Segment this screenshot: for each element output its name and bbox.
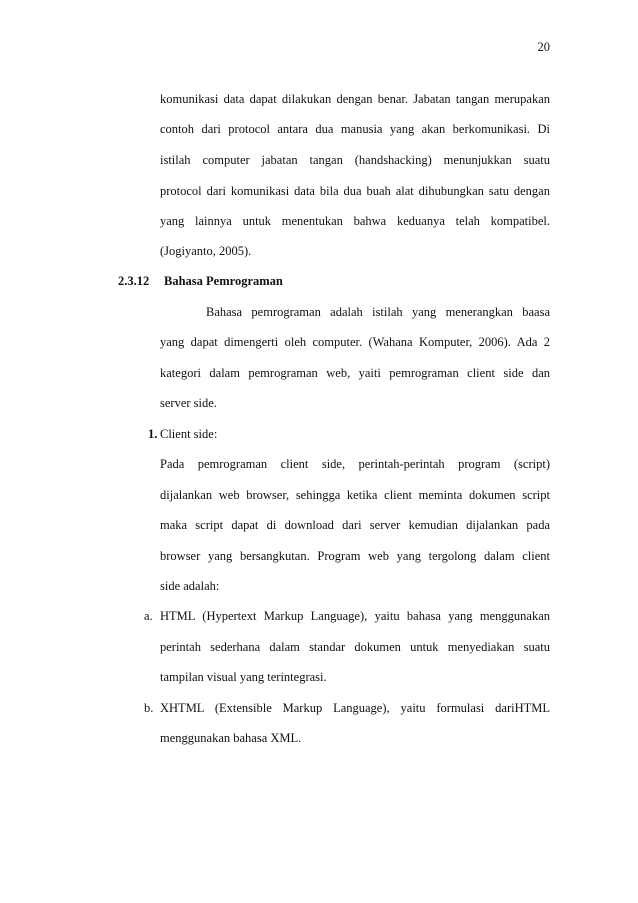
- paragraph-line: maka script dapat di download dari server kemudian dijalankan pada: [160, 518, 550, 532]
- paragraph-line: browser yang bersangkutan. Program web yang tergolong dalam client: [160, 549, 550, 563]
- section-number: 2.3.12: [118, 274, 150, 288]
- paragraph-line: Pada pemrograman client side, perintah-perintah program (script): [160, 457, 550, 471]
- page-number: 20: [537, 40, 550, 54]
- paragraph-line: komunikasi data dapat dilakukan dengan benar. Jabatan tangan merupakan: [160, 92, 550, 106]
- list-marker: a.: [144, 609, 153, 623]
- list-item-line: HTML (Hypertext Markup Language), yaitu bahasa yang menggunakan: [160, 609, 550, 623]
- paragraph-line: server side.: [160, 396, 217, 410]
- list-item-line: menggunakan bahasa XML.: [160, 731, 302, 745]
- paragraph-line: protocol dari komunikasi data bila dua buah alat dihubungkan satu dengan: [160, 184, 550, 198]
- client-side-heading: Client side:: [160, 427, 218, 441]
- list-item-line: XHTML (Extensible Markup Language), yaitu formulasi dariHTML: [160, 701, 550, 715]
- paragraph-line: istilah computer jabatan tangan (handshacking) menunjukkan suatu: [160, 153, 550, 167]
- paragraph-line: dijalankan web browser, sehingga ketika client meminta dokumen script: [160, 488, 550, 502]
- list-marker: 1.: [148, 427, 158, 441]
- paragraph-line: (Jogiyanto, 2005).: [160, 244, 252, 258]
- paragraph-line: contoh dari protocol antara dua manusia yang akan berkomunikasi. Di: [160, 122, 550, 136]
- list-item-line: tampilan visual yang terintegrasi.: [160, 670, 327, 684]
- paragraph-line: yang lainnya untuk menentukan bahwa keduanya telah kompatibel.: [160, 214, 550, 228]
- section-title: Bahasa Pemrograman: [164, 274, 283, 288]
- list-marker: b.: [144, 701, 154, 715]
- paragraph-line: kategori dalam pemrograman web, yaiti pemrograman client side dan: [160, 366, 550, 380]
- paragraph-line: side adalah:: [160, 579, 220, 593]
- paragraph-line: yang dapat dimengerti oleh computer. (Wahana Komputer, 2006). Ada 2: [160, 335, 550, 349]
- paragraph-line: Bahasa pemrograman adalah istilah yang menerangkan baasa: [206, 305, 550, 319]
- list-item-line: perintah sederhana dalam standar dokumen untuk menyediakan suatu: [160, 640, 550, 654]
